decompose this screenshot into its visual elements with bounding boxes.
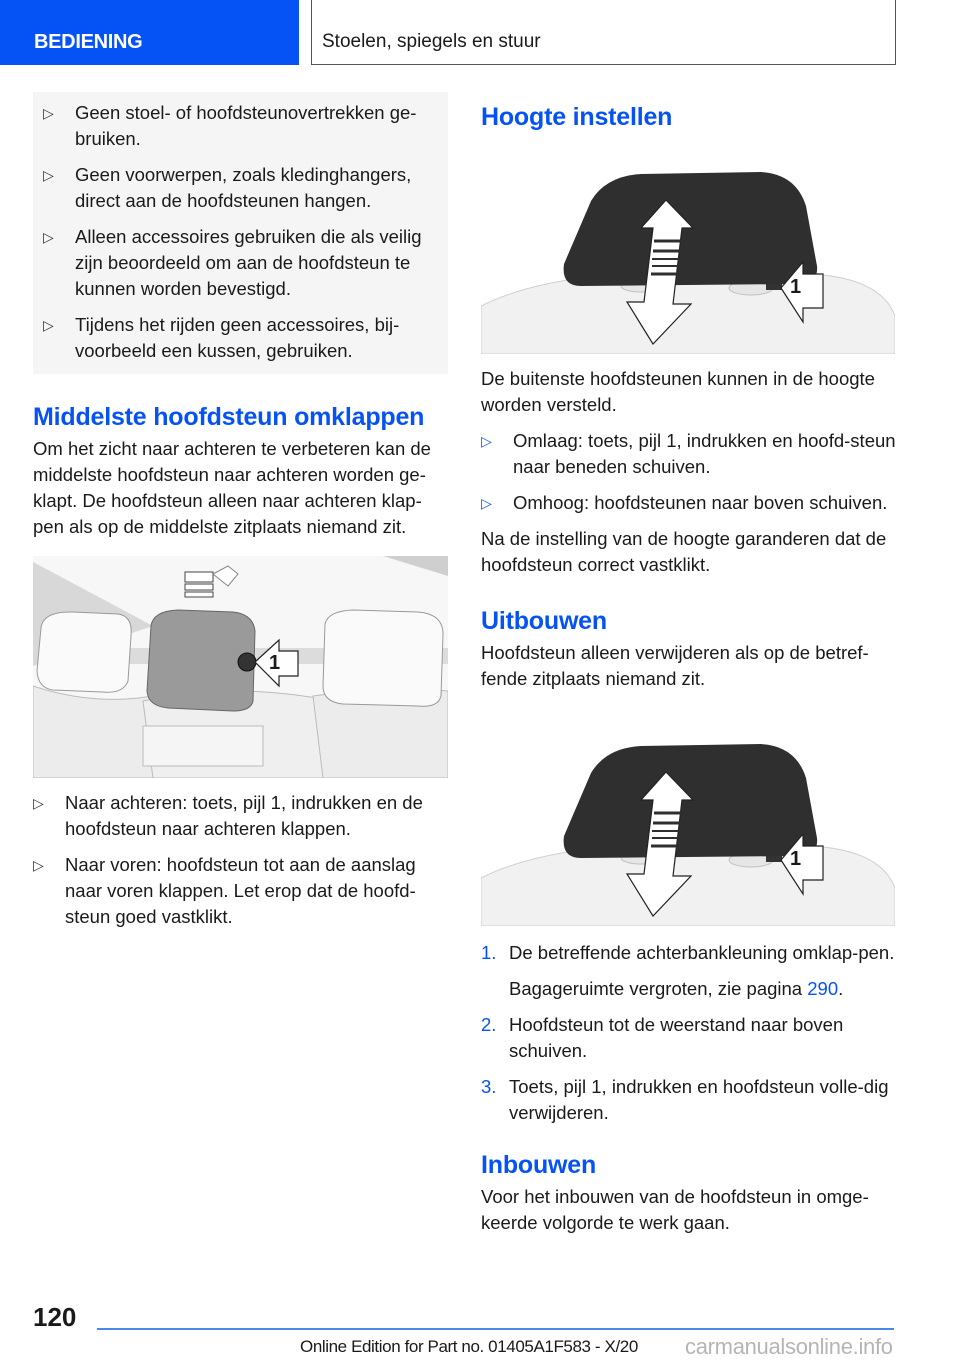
rear-seat-illustration bbox=[33, 556, 448, 778]
middle-headrest-steps bbox=[33, 790, 448, 930]
list-item: ▷ Geen stoel- of hoofdsteunovertrekken ge-bruiken. bbox=[43, 102, 417, 149]
left-column bbox=[33, 92, 448, 930]
section-title-install: Inbouwen bbox=[481, 1151, 597, 1179]
figure-remove bbox=[481, 718, 895, 926]
list-item: ▷ Tijdens het rijden geen accessoires, bij-voorbeeld een kussen, gebruiken. bbox=[43, 314, 400, 361]
middle-headrest-intro: Om het zicht naar achteren te verbeteren kan de middelste hoofdsteun naar achteren worden ge-klapt. De hoofdsteun alleen naar achteren klap-pen als op de middelste zitplaats niemand zit. bbox=[33, 438, 431, 537]
footer-divider bbox=[97, 1328, 894, 1330]
bullet-triangle-icon: ▷ bbox=[481, 433, 492, 449]
safety-notes-list bbox=[43, 100, 442, 364]
page-number: 120 bbox=[33, 1302, 77, 1332]
list-item: 1. De betreffende achterbankleuning omklap-pen. Bagageruimte vergroten, zie pagina 290. bbox=[481, 940, 897, 1002]
figure-callout-1: 1 bbox=[790, 276, 802, 298]
list-item: ▷ Omlaag: toets, pijl 1, indrukken en hoofd-steun naar beneden schuiven. bbox=[481, 430, 896, 477]
list-item: ▷ Geen voorwerpen, zoals kledinghangers, direct aan de hoofdsteunen hangen. bbox=[43, 164, 412, 211]
list-item: ▷ Alleen accessoires gebruiken die als veilig zijn beoordeeld om aan de hoofdsteun te kunnen worden bevestigd. bbox=[43, 226, 422, 299]
figure-height-adjust bbox=[481, 146, 895, 354]
bullet-triangle-icon: ▷ bbox=[481, 495, 492, 511]
height-intro: De buitenste hoofdsteunen kunnen in de hoogte worden versteld. bbox=[481, 368, 875, 415]
section-title-middle-headrest: Middelste hoofdsteun omklappen bbox=[33, 403, 425, 431]
step-number: 1. bbox=[481, 942, 497, 963]
chapter-tab bbox=[311, 0, 896, 65]
bullet-triangle-icon: ▷ bbox=[43, 167, 54, 183]
safety-notes-box bbox=[33, 92, 448, 374]
figure-callout-1: 1 bbox=[269, 652, 281, 674]
list-item: ▷ Omhoog: hoofdsteunen naar boven schuiven. bbox=[481, 490, 897, 516]
list-item: ▷ Naar voren: hoofdsteun tot aan de aanslag naar voren klappen. Let erop dat de hoofd-steun goed vastklikt. bbox=[33, 854, 416, 927]
step-number: 2. bbox=[481, 1014, 497, 1035]
list-item: 3. Toets, pijl 1, indrukken en hoofdsteun volle-dig verwijderen. bbox=[481, 1076, 889, 1123]
headrest-remove-illustration bbox=[481, 718, 895, 926]
step-number: 3. bbox=[481, 1076, 497, 1097]
list-item: ▷ Naar achteren: toets, pijl 1, indrukken en de hoofdsteun naar achteren klappen. bbox=[33, 792, 423, 839]
bullet-triangle-icon: ▷ bbox=[43, 229, 54, 245]
height-steps bbox=[481, 428, 897, 516]
right-column bbox=[481, 92, 897, 1236]
bullet-triangle-icon: ▷ bbox=[43, 317, 54, 333]
bullet-triangle-icon: ▷ bbox=[43, 105, 54, 121]
watermark: carmanualsonline.info bbox=[685, 1334, 893, 1359]
page-link-290[interactable]: 290 bbox=[807, 978, 839, 999]
section-tab bbox=[0, 0, 299, 65]
figure-callout-1: 1 bbox=[790, 848, 802, 870]
height-outro: Na de instelling van de hoogte garanderen dat de hoofdsteun correct vastklikt. bbox=[481, 528, 887, 575]
figure-middle-headrest bbox=[33, 556, 448, 778]
list-item: 2. Hoofdsteun tot de weerstand naar boven schuiven. bbox=[481, 1014, 844, 1061]
chapter-label: Stoelen, spiegels en stuur bbox=[322, 31, 541, 52]
bullet-triangle-icon: ▷ bbox=[33, 795, 44, 811]
step-sub-text: Bagageruimte vergroten, zie pagina 290. bbox=[509, 978, 844, 999]
remove-steps bbox=[481, 940, 897, 1126]
remove-intro: Hoofdsteun alleen verwijderen als op de betref-fende zitplaats niemand zit. bbox=[481, 642, 869, 689]
install-text: Voor het inbouwen van de hoofdsteun in omge-keerde volgorde te werk gaan. bbox=[481, 1186, 869, 1233]
section-title-height: Hoogte instellen bbox=[481, 103, 673, 131]
section-title-remove: Uitbouwen bbox=[481, 607, 607, 635]
bullet-triangle-icon: ▷ bbox=[33, 857, 44, 873]
headrest-height-illustration bbox=[481, 146, 895, 354]
edition-text: Online Edition for Part no. 01405A1F583 - X/20 bbox=[300, 1337, 638, 1356]
section-label: BEDIENING bbox=[34, 31, 143, 53]
